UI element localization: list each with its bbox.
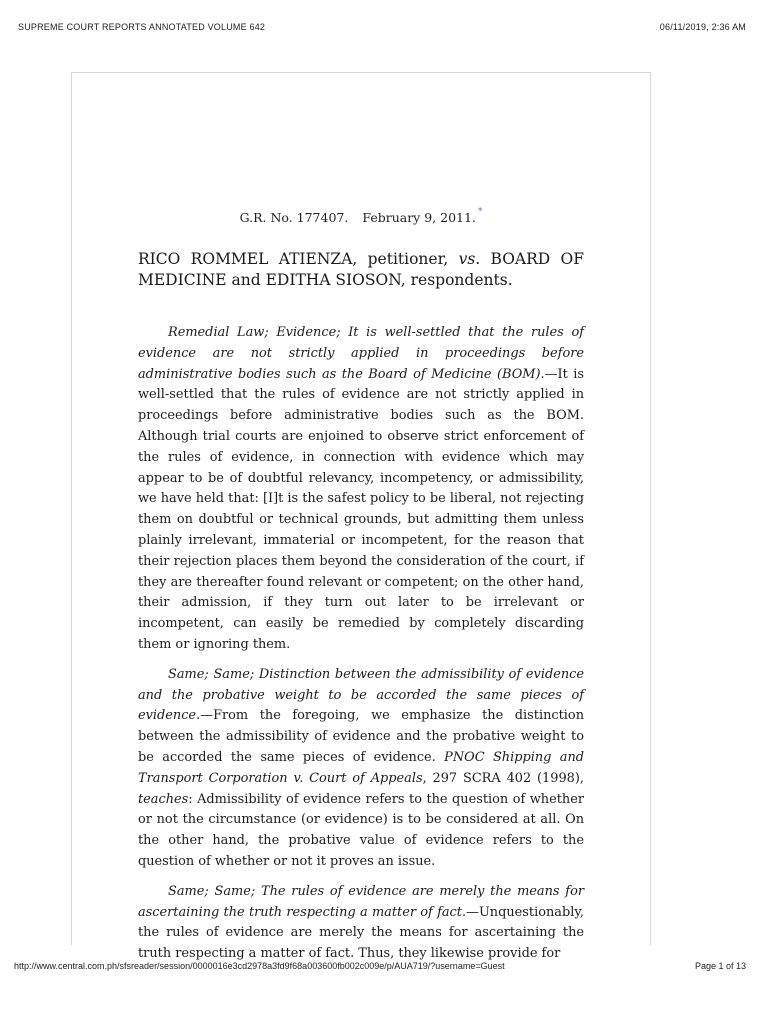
page-counter: Page 1 of 13 [694,961,746,971]
syllabi [138,323,584,974]
decision-date: February 9, 2011. [362,210,476,225]
syllabus-paragraph [138,323,584,656]
print-header [18,22,746,32]
teaches-word: teaches [138,791,189,807]
page-url: http://www.central.com.ph/sfsreader/session/0000016e3cd2978a3fd9f68a003600fb002c009e/p/AUA719/?username=Guest [14,961,505,971]
petitioner: RICO ROMMEL ATIENZA, petitioner, [138,250,459,268]
case-citation: PNOC Shipping and Transport Corporation v. Court of Appeals [138,749,584,786]
syllabus-body: —Unquestionably, the rules of evidence are merely the means for ascertaining the truth respecting a matter of fact. Thus, they likewise provide for [138,904,584,962]
footnote-link[interactable]: * [477,207,483,217]
print-header-datetime: 06/11/2019, 2:36 AM [659,22,746,32]
headnote: Remedial Law; Evidence; It is well-settled that the rules of evidence are not strictly applied in proceedings before administrative bodies such as the Board of Medicine (BOM). [138,325,584,382]
respondents: BOARD OF MEDICINE and EDITHA SIOSON, respondents. [138,250,584,289]
headnote: Same; Same; The rules of evidence are merely the means for ascertaining the truth respecting a matter of fact. [138,883,584,920]
document-page [71,72,651,962]
syllabus-body: —From the foregoing, we emphasize the distinction between the admissibility of evidence and the probative weight to be accorded the same pieces of evidence. [138,708,584,765]
syllabus-body: —It is well-settled that the rules of evidence are not strictly applied in proceedings before administrative bodies such as the BOM. Although trial courts are enjoined to observe strict enforcement of the rules of evidence, in connection with evidence which may appear to be of doubtful relevancy, incompetency, or admissibility, we have held that: [I]t is the safest policy to be liberal, not rejecting them on doubtful or technical grounds, but admitting them unless plainly irrelevant, immaterial or incompetent, for the reason that their rejection places them beyond the consideration of the court, if they are thereafter found relevant or competent; on the other hand, their admission, if they turn out later to be irrelevant or incompetent, can easily be remedied by completely discarding them or ignoring them. [138,366,585,652]
syllabus-body: : Admissibility of evidence refers to the question of whether or not the circumstance (or evidence) is to be considered at all. On the other hand, the probative value of evidence refers to the question of whether or not it proves an issue. [138,791,584,869]
case-title [138,249,584,291]
print-footer [14,961,746,971]
versus: vs. [458,250,481,268]
gr-number: G.R. No. 177407. [239,210,349,225]
case-number-line [138,207,584,225]
headnote: Same; Same; Distinction between the admissibility of evidence and the probative weight to be accorded the same pieces of evidence. [138,666,584,724]
syllabus-body: , 297 SCRA 402 (1998), [422,770,584,786]
syllabus-paragraph [138,665,584,873]
syllabus-paragraph [138,882,584,965]
print-header-title: SUPREME COURT REPORTS ANNOTATED VOLUME 642 [18,22,266,32]
